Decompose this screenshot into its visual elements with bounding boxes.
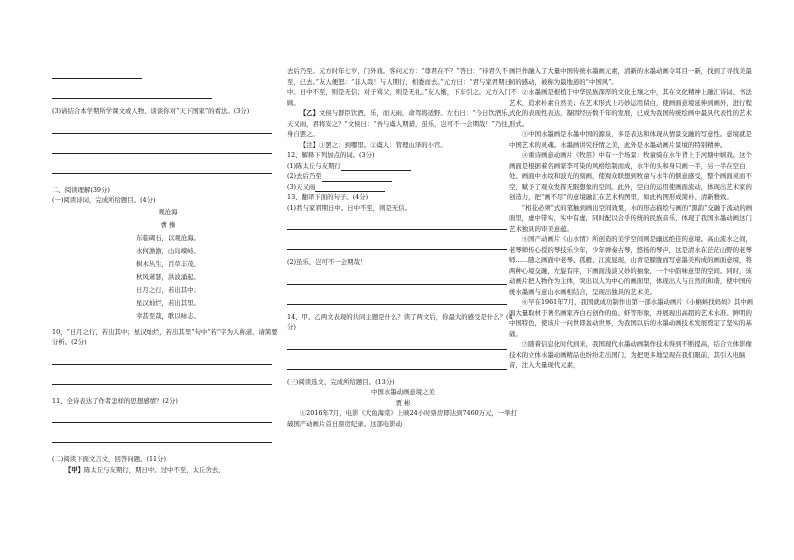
answer-line[interactable] <box>52 161 272 174</box>
essay-paragraph: “相花必须”式的笔触到画出空间效果，水的形态描绘与画的“黑韵”交融于流动的画面里，虚中带实，实中有虚，同时配以合乎传统的民族音乐，体现了我国水墨动画这门艺术独具的审美意蕴。 <box>509 203 753 233</box>
essay-paragraph: ②水墨画是根植于中华民族深厚的文化土壤之中，其在文化精神上融汇诗词、书法艺术，追求朴素自然美；在艺术形式上巧妙运用留白，使画面意境延伸到画外，进行程式化的表现性表达，凝固经历数千年的发展，已成为我国传统绘画中最具代表性的艺术形式。 <box>509 88 752 128</box>
subsection-poem: (一)阅读诗词，完成所给题目。(4分) <box>52 196 156 204</box>
essay-paragraph: 画巨作融入了大量中国传统水墨画元素，清新的水墨动画令耳目一新，找到了寻找美最初的感动，被称为最地道的“中国风”。 <box>509 67 752 86</box>
column-middle <box>287 66 519 429</box>
question-12-item <box>287 171 519 182</box>
poem-line: 东临碣石，以观沧海。 <box>136 233 200 242</box>
essay-paragraph: ③中国水墨画是水墨中国的源泉，多是表达和体现从情景交融的写意性。意境就是中国艺术的灵魂。水墨画讲究抒情之美，此外是水墨动画片景境的特别精神。 <box>509 130 752 149</box>
answer-line[interactable] <box>52 430 272 443</box>
column-left <box>52 66 284 475</box>
answer-line[interactable] <box>52 66 142 79</box>
question-12: 12、解释下列加点的词。(3分) <box>287 151 375 159</box>
question-13-2: (2)虽乐，岂可不一会期哉！ <box>287 258 367 266</box>
question-12-item-text: (1)陈太丘与友期行 <box>287 161 341 170</box>
answer-line[interactable] <box>52 410 272 423</box>
essay-author: 贾 彬 <box>395 398 411 407</box>
answer-line[interactable] <box>287 217 507 230</box>
poem-line: 幸甚至哉，歌以咏志。 <box>136 311 200 320</box>
passage-note: 【注】①罢之：到哪里。②虞人：管理山泽的小官。 <box>299 140 447 149</box>
passage-jia <box>52 465 284 476</box>
question-12-item-text: (2)去后乃至 <box>287 172 322 180</box>
passage-jia-label: 【甲】 <box>64 465 84 474</box>
answer-line[interactable] <box>287 337 507 350</box>
poem-line: 秋风萧瑟，洪波涌起。 <box>136 272 200 281</box>
essay-paragraph: ④重诗画意动画片《牧笛》中有一个场景：牧童骑在水牛背上于河塘中嬉戏。这个画面是根据着名画家李可染的风格绘制而成，水牛的头和身只画一半，另一半在空白处。画面中水纹和波光的刻画，使观众联想到牧童与水牛的惬意感受，整个画面灵而不空，赋予了观众发挥无限想象的空间。此外，空白的运用使画面流动，体现出艺术家的创造力，把“画不尽”的意境融汇在艺术构图里，如此构图形成简朴、清新雅致。 <box>509 151 752 201</box>
answer-blank[interactable] <box>341 162 411 171</box>
poem-line: 日月之行，若出其中； <box>136 285 200 294</box>
subsection-classical: (二)阅读下面文言文，回答问题。(11分) <box>52 455 166 463</box>
poem-author: 曹 操 <box>160 220 176 229</box>
question-12-item <box>287 182 519 193</box>
essay-paragraph: ⑤国产动画片《山水情》所创造的美学空间则是幽远绝佳的意境。高山流水之间，老琴师传心授的琴技乐少年，少年弹奏古琴，悠扬的琴声，这是清水在茫茫山野的老琴师……随之画面中老琴、孤雁、江流显现，山青是朦胧而写意墨美构成的画面意境，将两种心境交融，左旋有序，下画面浅淡又妙的抽象，一个中韵味意里的空间。同时，该动画片把人物作为主体，突出以人为中心的画面里，体现出人与自然的和谐，使中国传统水墨画与意山水画相结合，呈现出独具的艺术美。 <box>509 235 752 296</box>
essay-paragraph: ①2016年7月，电影《大鱼海棠》上映24小时票房即达到7460万元，一举打破国产动画片首日票房纪录。这部电影动 <box>287 409 518 428</box>
column-right <box>509 66 757 371</box>
essay-title: 中国水墨动画意境之美 <box>371 388 435 396</box>
answer-blank[interactable] <box>322 173 392 182</box>
passage-yi <box>287 108 519 140</box>
question-12-item-text: (3)天又雨 <box>287 182 316 191</box>
question-13-1: (1)君与家君期日中。日中不至，则是无信。 <box>287 203 412 212</box>
essay-paragraph: ⑥早在1961年7月，我国就成功制作出第一部水墨动画片《小蝌蚪找妈妈》其中画面大量取材于著名画家齐白石创作的鱼、虾等形象，并展现出高超的艺术水准。鲜明的中国特色，使该片一问世即轰动世界，为我国以后的水墨动画技术发展奠定了坚实的基础。 <box>509 298 754 338</box>
answer-line[interactable] <box>287 292 507 305</box>
answer-blank[interactable] <box>315 183 385 192</box>
question-10: 10、“日月之行，若出其中；星汉灿烂，若出其里”句中“若”字为人称道，请简要分析。(2分) <box>52 327 278 346</box>
answer-line[interactable] <box>287 237 507 250</box>
answer-line[interactable] <box>52 141 272 154</box>
section-heading-reading: 二、阅读理解(39分) <box>52 185 110 194</box>
passage-jia-text: 陈太丘与友期行，期日中。过中不至，太丘舍去， <box>83 465 225 474</box>
answer-line[interactable] <box>52 372 272 385</box>
essay-paragraph: ⑦随着信息化时代到来，我国现代水墨动画制作技术得到不断提高，结合立体影像技术的立体水墨动画精品也纷纷走出国门，为把更多地呈现在我们眼前，其引入电脑音，注入大量现代元素， <box>509 340 752 369</box>
answer-line[interactable] <box>287 272 507 285</box>
answer-line[interactable] <box>52 121 272 134</box>
poem-line: 水何澹澹，山岛竦峙。 <box>136 246 200 255</box>
poem-line: 树木丛生，百草丰茂。 <box>136 259 200 268</box>
subsection-essay: (三)阅读选文，完成所给题目。(13分) <box>287 377 395 386</box>
passage-jia-continued: 去后乃至。元方时年七岁，门外戏。客问元方：“尊君在不？”答曰：“待君久不至，已去。”友人便怒：“非人哉！与人期行，相委而去。”元方曰：“君与家君期日中。日中不至，则是无信；对子骂父，则是无礼。”友人惭，下车引之。元方入门不顾。 <box>287 67 518 107</box>
answer-line[interactable] <box>287 357 507 370</box>
poem-title: 观沧海 <box>158 207 178 216</box>
question-14: 14、甲、乙两文表现的共同主题是什么？读了两文后，你最大的感受是什么？(4分) <box>287 312 513 331</box>
question-13: 13、翻译下面的句子。(4分) <box>287 193 369 201</box>
poem-line: 星汉灿烂，若出其里。 <box>136 298 200 307</box>
question-11: 11、全诗表达了作者怎样的思想感情？(2分) <box>52 396 178 405</box>
answer-line[interactable] <box>52 352 272 365</box>
question-12-item <box>287 161 519 172</box>
passage-yi-text: 文侯与群臣饮酒，乐，而天雨，命驾将适野。左右曰：“今日饮酒乐，天又雨，君将安之？”文侯曰：“吾与虞人期猎，虽乐，岂可不一会期哉！”乃往，身自罢之。 <box>287 109 515 138</box>
answer-line[interactable] <box>52 86 212 99</box>
question-9-3: (3)请结合本学期所学课文或人物，谈谈你对“天下国家”的看法。(3分) <box>52 107 250 115</box>
passage-yi-label: 【乙】 <box>299 109 319 117</box>
